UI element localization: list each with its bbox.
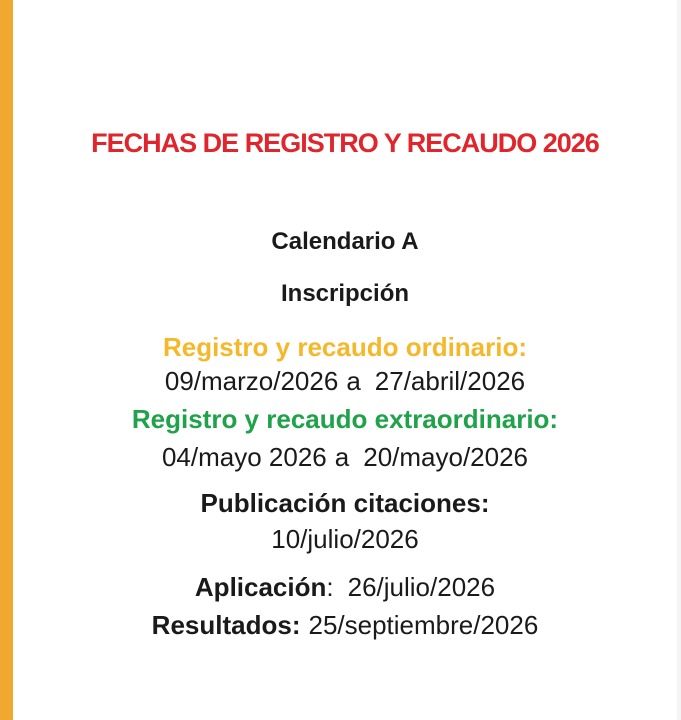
- application-row: [13, 572, 677, 603]
- application-colon: :: [326, 572, 334, 602]
- ordinary-separator: a: [346, 366, 361, 396]
- ordinary-end-date: 27/abril/2026: [374, 366, 526, 396]
- application-label: Aplicación: [194, 572, 327, 602]
- publication-date: 10/julio/2026: [271, 524, 419, 554]
- results-row: [13, 610, 677, 641]
- left-accent-bar: [0, 0, 13, 720]
- ordinary-start-date: 09/marzo/2026: [164, 366, 339, 396]
- publication-label: Publicación citaciones:: [200, 488, 490, 518]
- results-date: 25/septiembre/2026: [308, 610, 539, 640]
- calendar-heading: Calendario A: [271, 228, 419, 255]
- ordinary-label: Registro y recaudo ordinario:: [162, 332, 528, 362]
- document-title: FECHAS DE REGISTRO Y RECAUDO 2026: [91, 128, 599, 158]
- right-edge-bar: [677, 0, 681, 720]
- results-label: Resultados:: [151, 610, 301, 640]
- extraordinary-dates: [13, 442, 677, 473]
- extraordinary-separator: a: [334, 442, 350, 472]
- application-date: 26/julio/2026: [347, 572, 496, 602]
- extraordinary-start-date: 04/mayo 2026: [161, 442, 327, 472]
- extraordinary-end-date: 20/mayo/2026: [363, 442, 529, 472]
- section-heading: Inscripción: [280, 280, 410, 307]
- ordinary-dates: [13, 366, 677, 397]
- extraordinary-label: Registro y recaudo extraordinario:: [131, 404, 559, 434]
